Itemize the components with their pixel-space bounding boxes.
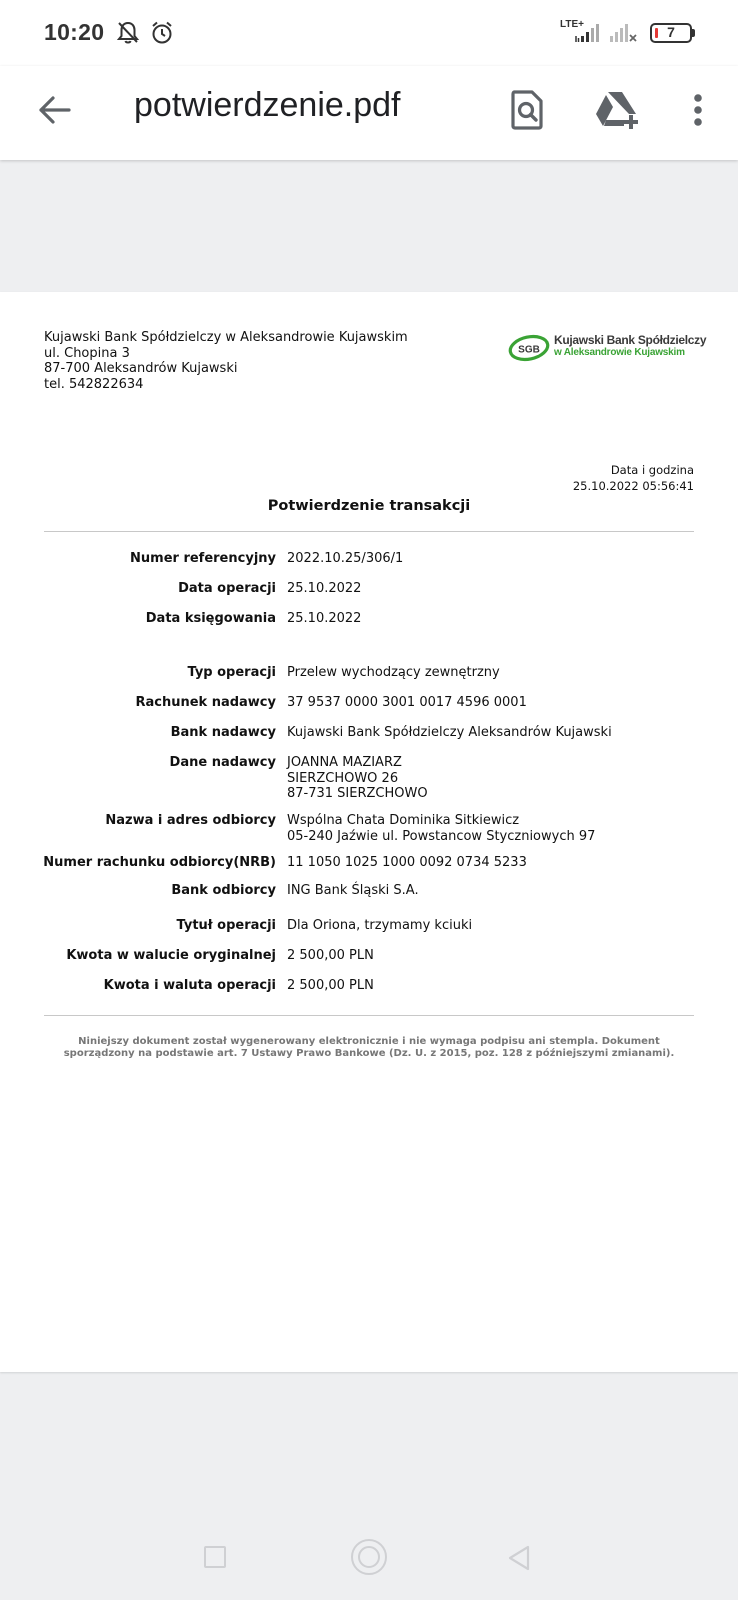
bell-off-icon: [116, 20, 140, 50]
bank-logo: [508, 332, 707, 364]
logo-text: [554, 334, 706, 358]
detail-label: Bank nadawcy: [170, 725, 276, 740]
bank-address-line: ul. Chopina 3: [44, 345, 130, 361]
logo-badge: SGB: [518, 344, 540, 356]
find-in-page-button[interactable]: [506, 86, 548, 134]
system-nav-bar: [0, 1510, 738, 1600]
detail-value: 25.10.2022: [287, 611, 362, 626]
app-toolbar: [0, 66, 738, 160]
detail-label: Data księgowania: [145, 611, 276, 626]
back-triangle-icon[interactable]: [506, 1544, 532, 1576]
more-vert-icon: [693, 93, 703, 127]
bank-address: [44, 330, 408, 392]
find-in-page-icon: [510, 90, 544, 130]
detail-value: Kujawski Bank Spółdzielczy Aleksandrów Kujawski: [287, 725, 612, 740]
detail-value-line: SIERZCHOWO 26: [287, 770, 399, 786]
battery-cap: [692, 29, 695, 37]
alarm-icon: [150, 20, 174, 50]
home-icon-inner: [358, 1546, 380, 1568]
bank-address-line: 87-700 Aleksandrów Kujawski: [44, 361, 238, 376]
detail-value: Dla Oriona, trzymamy kciuki: [287, 918, 473, 933]
home-icon[interactable]: [351, 1539, 387, 1575]
bank-address-line: Kujawski Bank Spółdzielczy w Aleksandrowie Kujawskim: [44, 330, 408, 345]
detail-value: 11 1050 1025 1000 0092 0734 5233: [287, 855, 527, 870]
detail-value: 25.10.2022: [287, 581, 362, 596]
bottom-divider: [44, 1015, 694, 1016]
add-to-drive-icon: [594, 90, 640, 130]
signal-icon: [574, 22, 604, 48]
detail-value-line: 05-240 Jaźwie ul. Powstancow Styczniowych 97: [287, 828, 596, 844]
detail-label: Tytuł operacji: [176, 918, 276, 933]
network-type-label: LTE+: [560, 19, 584, 30]
recents-icon[interactable]: [204, 1546, 226, 1568]
detail-label: Data operacji: [178, 581, 276, 596]
document-title: potwierdzenie.pdf: [134, 86, 401, 124]
detail-value-line: JOANNA MAZIARZ: [287, 755, 402, 770]
logo-line2: w Aleksandrowie Kujawskim: [554, 347, 685, 358]
detail-label: Rachunek nadawcy: [135, 695, 276, 710]
pdf-page[interactable]: [0, 292, 738, 1372]
detail-value: 2 500,00 PLN: [287, 948, 374, 963]
detail-value: 37 9537 0000 3001 0017 4596 0001: [287, 695, 527, 710]
detail-value-line: Wspólna Chata Dominika Sitkiewicz: [287, 813, 520, 828]
detail-value: [287, 813, 595, 844]
footer-note: Niniejszy dokument został wygenerowany elektronicznie i nie wymaga podpisu ani stempla. Dokument sporządzony na podstawie art. 7 Ustawy Prawo Bankowe (Dz. U. z 2015, poz. 128 z późniejszymi zmianami).: [63, 1036, 675, 1059]
add-to-drive-button[interactable]: [594, 86, 640, 134]
status-time: 10:20: [44, 19, 105, 45]
detail-label: Dane nadawcy: [169, 755, 276, 770]
detail-label: Bank odbiorcy: [171, 883, 276, 898]
back-button[interactable]: [32, 88, 76, 132]
detail-value: Przelew wychodzący zewnętrzny: [287, 665, 500, 680]
detail-value: 2022.10.25/306/1: [287, 551, 404, 566]
battery-level-text: 7: [667, 24, 675, 40]
detail-label: Typ operacji: [187, 665, 276, 680]
transaction-title: Potwierdzenie transakcji: [267, 498, 471, 514]
date-label: Data i godzina: [610, 463, 694, 477]
back-arrow-icon: [37, 95, 71, 125]
sgb-logo-mark: [508, 332, 552, 362]
detail-value-line: 87-731 SIERZCHOWO: [287, 786, 428, 801]
bank-address-line: tel. 542822634: [44, 376, 144, 392]
more-options-button[interactable]: [684, 86, 712, 134]
top-divider: [44, 531, 694, 532]
detail-value: 2 500,00 PLN: [287, 978, 374, 993]
signal-empty-icon: [608, 22, 640, 48]
detail-label: Kwota i waluta operacji: [103, 978, 276, 993]
battery-icon: [650, 23, 692, 43]
detail-label: Numer referencyjny: [130, 551, 276, 566]
date-value: 25.10.2022 05:56:41: [572, 479, 694, 493]
detail-label: Numer rachunku odbiorcy(NRB): [43, 855, 276, 870]
logo-line1: Kujawski Bank Spółdzielczy: [554, 333, 707, 347]
detail-label: Kwota w walucie oryginalnej: [66, 948, 276, 963]
status-bar: [0, 0, 738, 66]
date-block: [573, 462, 694, 494]
detail-value: [287, 755, 428, 802]
detail-label: Nazwa i adres odbiorcy: [105, 813, 276, 828]
detail-value: ING Bank Śląski S.A.: [287, 883, 419, 898]
